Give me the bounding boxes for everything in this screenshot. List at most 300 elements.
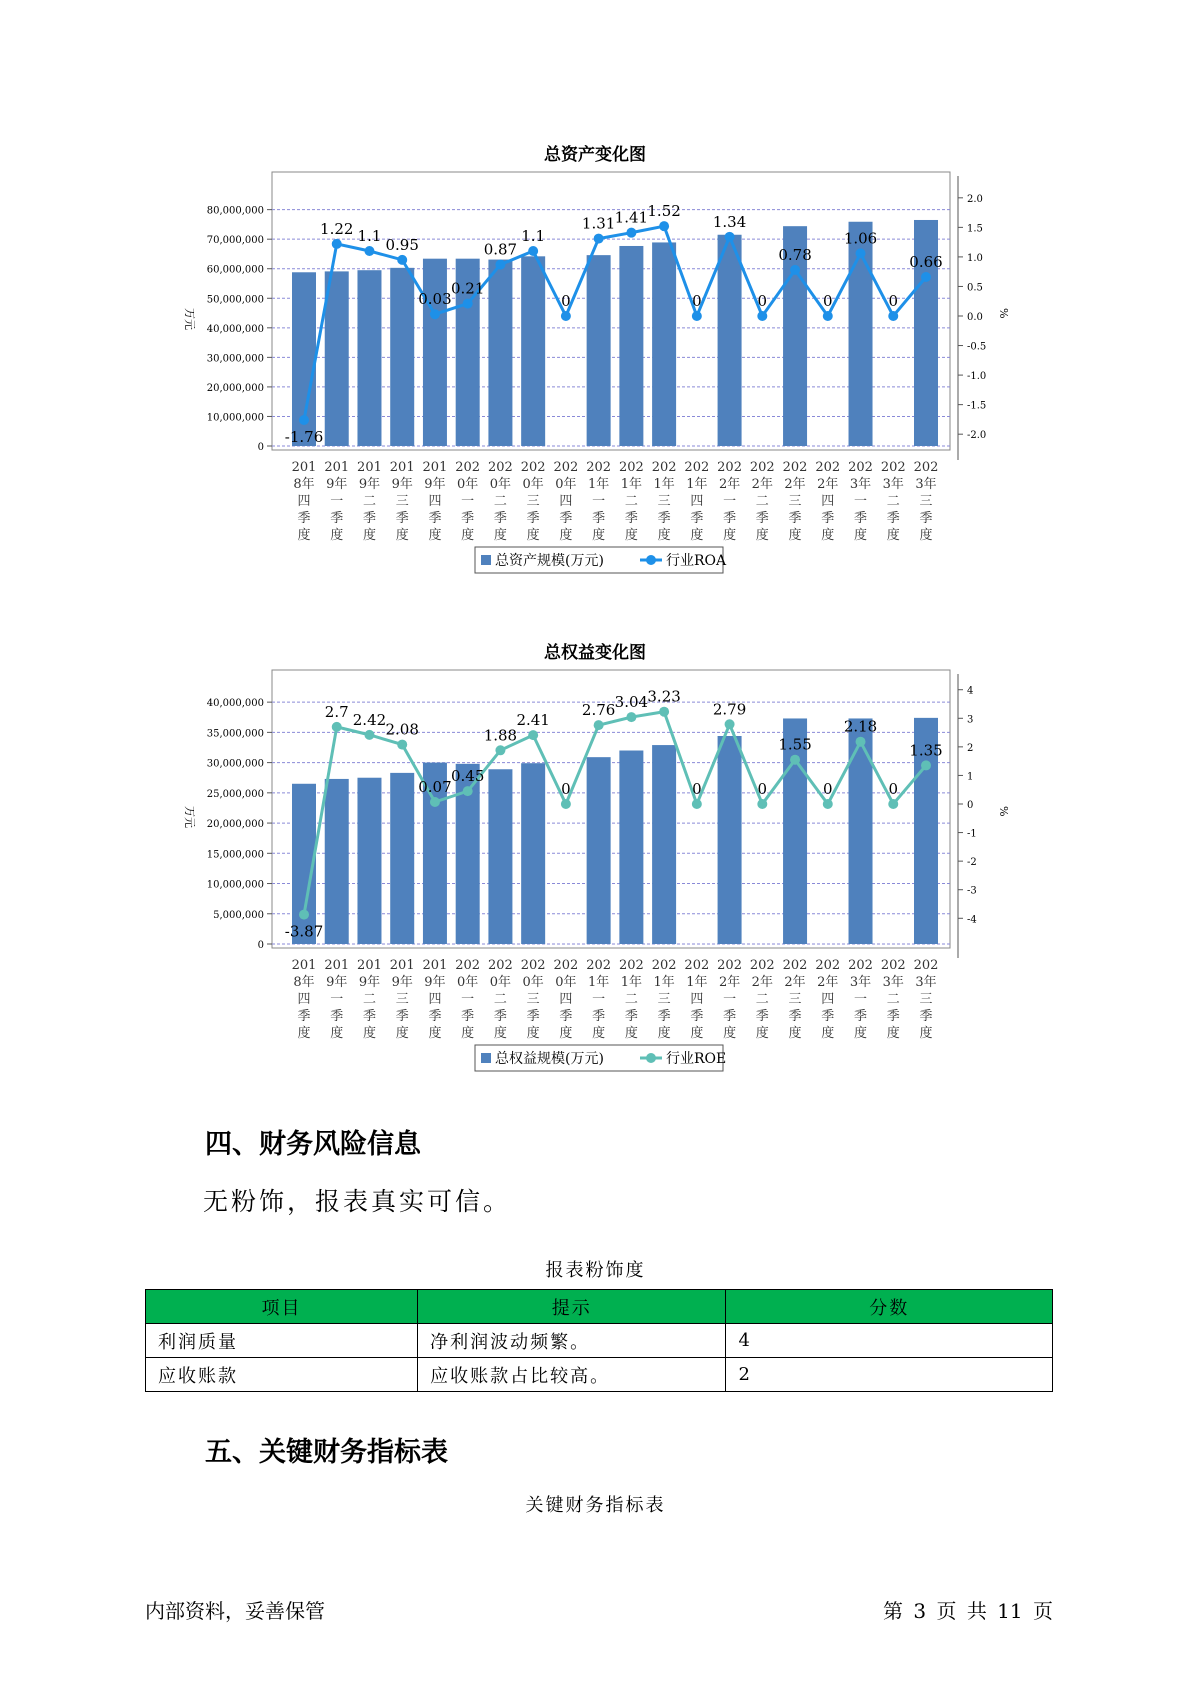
row-item: 应收账款: [146, 1358, 418, 1392]
row-hint: 应收账款占比较高。: [418, 1358, 726, 1392]
equity-category-label: 度: [690, 1026, 704, 1041]
equity-bar: [521, 763, 545, 944]
equity-right-tick-label: 0: [967, 800, 974, 811]
assets-data-label: 0.66: [909, 253, 943, 271]
assets-bar: [587, 255, 611, 446]
equity-category-label: 0年: [489, 975, 512, 990]
equity-data-label: 0: [823, 780, 833, 798]
equity-category-label: 202: [880, 958, 906, 973]
equity-category-label: 度: [755, 1026, 769, 1041]
assets-category-label: 202: [913, 460, 939, 475]
header-hint: 提示: [418, 1290, 726, 1324]
assets-category-label: 202: [586, 460, 612, 475]
equity-category-label: 202: [815, 958, 841, 973]
assets-line-point: [430, 309, 440, 319]
row-hint: 净利润波动频繁。: [418, 1324, 726, 1358]
assets-category-label: 202: [520, 460, 546, 475]
assets-category-label: 度: [592, 528, 606, 543]
equity-category-label: 202: [586, 958, 612, 973]
equity-category-label: 季: [657, 1009, 671, 1024]
assets-category-label: 度: [624, 528, 638, 543]
assets-data-label: 0.03: [418, 290, 452, 309]
equity-data-label: 2.76: [581, 701, 616, 720]
assets-category-label: 季: [526, 511, 540, 526]
assets-category-label: 202: [684, 460, 710, 475]
equity-left-tick-label: 35,000,000: [206, 728, 264, 740]
equity-line-point: [430, 797, 440, 807]
equity-bar: [325, 779, 349, 944]
equity-category-label: 3年: [849, 975, 872, 990]
section-4-text: 无粉饰，报表真实可信。: [203, 1187, 512, 1216]
equity-category-label: 度: [821, 1026, 835, 1041]
equity-legend-line-label: 行业ROE: [666, 1051, 727, 1067]
assets-right-tick-label: -2.0: [967, 430, 987, 442]
assets-category-label: 四: [690, 494, 704, 509]
assets-category-label: 9年: [358, 477, 381, 492]
equity-line-point: [495, 745, 505, 755]
equity-category-label: 度: [526, 1026, 540, 1041]
assets-category-label: 202: [488, 460, 513, 475]
assets-left-tick-label: 80,000,000: [206, 205, 264, 217]
header-item: 项目: [146, 1290, 418, 1324]
assets-bar: [357, 270, 381, 446]
assets-left-tick-label: 20,000,000: [206, 382, 264, 394]
equity-category-label: 度: [428, 1026, 442, 1041]
equity-category-label: 季: [788, 1009, 802, 1024]
assets-category-label: 度: [526, 528, 540, 543]
equity-right-tick-label: 4: [967, 685, 974, 697]
equity-category-label: 1年: [653, 975, 675, 990]
assets-category-label: 度: [919, 528, 933, 543]
equity-chart-title: 总权益变化图: [544, 643, 646, 663]
assets-left-tick-label: 70,000,000: [206, 235, 264, 247]
equity-category-label: 202: [749, 958, 775, 973]
equity-category-label: 度: [297, 1026, 311, 1041]
equity-category-label: 9年: [358, 975, 381, 990]
assets-category-label: 季: [854, 511, 868, 526]
equity-category-label: 202: [684, 958, 710, 973]
equity-left-tick-label: 0: [257, 940, 264, 951]
table-caption-whitewash: 报表粉饰度: [545, 1260, 646, 1281]
equity-line-point: [823, 799, 833, 809]
assets-category-label: 度: [723, 528, 737, 543]
section-4-title: 四、财务风险信息: [205, 1129, 421, 1160]
equity-right-axis-title: %: [997, 806, 1010, 817]
equity-line-point: [921, 760, 931, 770]
assets-category-label: 季: [428, 511, 442, 526]
assets-data-label: 1.34: [712, 212, 747, 231]
assets-line-point: [528, 246, 538, 256]
assets-category-label: 三: [657, 494, 671, 509]
assets-line-point: [332, 239, 342, 249]
assets-category-label: 四: [559, 494, 573, 509]
equity-right-tick-label: -1: [967, 828, 977, 840]
assets-right-tick-label: 0.5: [967, 282, 983, 294]
equity-category-label: 季: [362, 1009, 376, 1024]
assets-line-point: [856, 248, 866, 258]
equity-category-label: 8年: [293, 975, 315, 990]
assets-category-label: 202: [782, 460, 808, 475]
equity-line-point: [888, 799, 898, 809]
assets-category-label: 度: [395, 528, 409, 543]
equity-category-label: 二: [362, 992, 376, 1007]
assets-right-tick-label: -1.5: [967, 400, 987, 412]
equity-bar: [849, 718, 873, 944]
equity-line-point: [692, 799, 702, 809]
equity-left-tick-label: 30,000,000: [206, 758, 264, 770]
assets-data-label: 0: [888, 292, 899, 310]
equity-category-label: 季: [723, 1009, 737, 1024]
assets-bar: [521, 256, 545, 446]
equity-category-label: 度: [624, 1026, 638, 1041]
equity-category-label: 四: [428, 992, 442, 1007]
equity-data-label: 0.07: [418, 778, 452, 796]
assets-left-tick-label: 60,000,000: [206, 264, 264, 276]
equity-category-label: 0年: [522, 975, 544, 990]
equity-category-label: 季: [821, 1009, 835, 1024]
equity-bar: [652, 745, 676, 944]
assets-category-label: 2年: [751, 477, 773, 492]
equity-category-label: 季: [919, 1009, 933, 1024]
table-row: [146, 1358, 1053, 1392]
assets-category-label: 201: [324, 460, 350, 475]
assets-data-label: 0: [757, 292, 768, 310]
equity-category-label: 三: [657, 992, 671, 1007]
equity-category-label: 0年: [457, 975, 479, 990]
total-equity-chart-svg: [0, 636, 1191, 1096]
assets-data-label: 1.1: [357, 227, 382, 245]
equity-data-label: 1.88: [483, 726, 518, 745]
assets-legend-bar-label: 总资产规模(万元): [495, 553, 604, 569]
assets-category-label: 3年: [915, 477, 937, 492]
equity-right-tick-label: -4: [967, 914, 977, 926]
assets-category-label: 二: [493, 494, 507, 509]
equity-category-label: 二: [755, 992, 769, 1007]
assets-category-label: 二: [755, 494, 769, 509]
assets-category-label: 一: [461, 494, 475, 509]
assets-category-label: 季: [821, 511, 835, 526]
assets-data-label: 1.41: [614, 208, 649, 227]
assets-line-point: [888, 311, 898, 321]
equity-data-label: 0: [692, 780, 702, 798]
assets-data-label: -1.76: [284, 428, 324, 446]
assets-line-point: [594, 234, 604, 244]
equity-category-label: 度: [788, 1026, 802, 1041]
assets-data-label: 0.78: [778, 245, 812, 264]
equity-category-label: 9年: [326, 975, 348, 990]
assets-category-label: 202: [455, 460, 481, 475]
equity-category-label: 202: [782, 958, 808, 973]
equity-category-label: 度: [919, 1026, 933, 1041]
equity-line-point: [757, 799, 767, 809]
equity-category-label: 三: [526, 992, 540, 1007]
equity-category-label: 四: [559, 992, 573, 1007]
assets-category-label: 度: [297, 528, 311, 543]
equity-category-label: 度: [854, 1026, 868, 1041]
row-score: 2: [726, 1358, 1053, 1392]
assets-category-label: 1年: [686, 477, 708, 492]
assets-bar: [325, 271, 349, 446]
assets-left-tick-label: 50,000,000: [206, 294, 264, 306]
equity-data-label: 1.55: [778, 735, 812, 754]
equity-category-label: 度: [657, 1026, 671, 1041]
assets-line-point: [790, 265, 800, 275]
equity-category-label: 2年: [817, 975, 839, 990]
assets-line-point: [364, 246, 374, 256]
assets-category-label: 0年: [489, 477, 512, 492]
equity-category-label: 202: [717, 958, 742, 973]
assets-category-label: 季: [592, 511, 606, 526]
assets-category-label: 季: [755, 511, 769, 526]
equity-category-label: 季: [559, 1009, 573, 1024]
assets-category-label: 201: [389, 460, 415, 475]
equity-data-label: 2.41: [516, 711, 550, 730]
equity-category-label: 202: [848, 958, 873, 973]
assets-category-label: 二: [624, 494, 638, 509]
assets-left-tick-label: 10,000,000: [206, 412, 264, 424]
equity-left-tick-label: 25,000,000: [206, 788, 264, 800]
total-assets-chart: [0, 138, 1191, 598]
equity-bar: [390, 773, 414, 944]
equity-category-label: 3年: [882, 975, 904, 990]
assets-line-point: [561, 311, 571, 321]
assets-category-label: 季: [493, 511, 507, 526]
assets-right-tick-label: 1.5: [967, 223, 983, 235]
assets-category-label: 度: [821, 528, 835, 543]
equity-category-label: 202: [553, 958, 579, 973]
assets-category-label: 三: [919, 494, 933, 509]
equity-category-label: 季: [428, 1009, 442, 1024]
assets-category-label: 2年: [718, 477, 741, 492]
equity-line-point: [725, 719, 735, 729]
assets-category-label: 9年: [326, 477, 348, 492]
assets-line-point: [299, 415, 309, 425]
assets-category-label: 度: [362, 528, 376, 543]
total-assets-chart-svg: [0, 138, 1191, 598]
assets-category-label: 0年: [555, 477, 577, 492]
equity-data-label: 0: [888, 780, 899, 798]
equity-category-label: 2年: [751, 975, 773, 990]
equity-data-label: 3.04: [614, 693, 649, 712]
equity-legend-bar-label: 总权益规模(万元): [495, 1051, 604, 1067]
assets-category-label: 201: [357, 460, 382, 475]
equity-category-label: 2年: [784, 975, 806, 990]
equity-category-label: 季: [330, 1009, 344, 1024]
assets-legend-line-label: 行业ROA: [666, 553, 727, 569]
assets-category-label: 202: [553, 460, 579, 475]
equity-category-label: 三: [919, 992, 933, 1007]
equity-category-label: 三: [395, 992, 409, 1007]
equity-category-label: 二: [624, 992, 638, 1007]
equity-bar: [718, 736, 742, 944]
equity-category-label: 季: [493, 1009, 507, 1024]
equity-category-label: 度: [330, 1026, 344, 1041]
equity-data-label: 0: [757, 780, 768, 798]
assets-category-label: 度: [755, 528, 769, 543]
equity-category-label: 202: [455, 958, 481, 973]
assets-right-tick-label: -0.5: [967, 341, 987, 353]
equity-line-point: [659, 707, 669, 717]
assets-category-label: 季: [559, 511, 573, 526]
total-equity-chart: [0, 636, 1191, 1096]
equity-right-tick-label: 3: [967, 714, 974, 726]
equity-category-label: 二: [493, 992, 507, 1007]
assets-category-label: 四: [821, 494, 835, 509]
equity-category-label: 季: [395, 1009, 409, 1024]
assets-data-label: 0: [561, 292, 571, 310]
assets-category-label: 季: [723, 511, 737, 526]
row-item: 利润质量: [146, 1324, 418, 1358]
equity-line-point: [561, 799, 571, 809]
assets-category-label: 202: [848, 460, 873, 475]
equity-category-label: 202: [488, 958, 513, 973]
assets-category-label: 一: [330, 494, 344, 509]
equity-data-label: 3.23: [647, 687, 681, 706]
assets-data-label: 0.21: [450, 279, 485, 298]
assets-line-point: [626, 228, 636, 238]
equity-right-tick-label: -2: [967, 857, 977, 869]
equity-category-label: 0年: [555, 975, 577, 990]
assets-data-label: 1.52: [647, 202, 681, 221]
assets-category-label: 3年: [849, 477, 872, 492]
equity-category-label: 1年: [620, 975, 643, 990]
assets-line-point: [397, 255, 407, 265]
assets-category-label: 1年: [587, 477, 610, 492]
whitewash-table: [145, 1289, 1053, 1392]
section-5-title: 五、关键财务指标表: [205, 1437, 448, 1468]
assets-category-label: 季: [886, 511, 900, 526]
assets-bar: [619, 246, 643, 446]
assets-right-axis-title: %: [997, 308, 1010, 319]
assets-line-point: [921, 272, 931, 282]
assets-category-label: 度: [690, 528, 704, 543]
equity-category-label: 3年: [915, 975, 937, 990]
equity-category-label: 202: [520, 958, 546, 973]
assets-bar: [390, 268, 414, 446]
assets-category-label: 季: [788, 511, 802, 526]
equity-category-label: 一: [592, 992, 606, 1007]
assets-line-point: [757, 311, 767, 321]
equity-line-point: [364, 730, 374, 740]
equity-category-label: 202: [651, 958, 677, 973]
assets-category-label: 202: [815, 460, 841, 475]
equity-bar: [587, 757, 611, 944]
equity-data-label: 1.35: [909, 741, 943, 760]
assets-category-label: 四: [297, 494, 311, 509]
assets-category-label: 度: [461, 528, 475, 543]
equity-category-label: 四: [297, 992, 311, 1007]
assets-category-label: 2年: [784, 477, 806, 492]
table-header-row: [146, 1290, 1053, 1324]
equity-category-label: 季: [690, 1009, 704, 1024]
assets-category-label: 9年: [424, 477, 446, 492]
equity-data-label: 2.79: [712, 700, 747, 719]
assets-category-label: 202: [651, 460, 677, 475]
assets-category-label: 三: [395, 494, 409, 509]
equity-category-label: 度: [559, 1026, 573, 1041]
equity-category-label: 度: [461, 1026, 475, 1041]
equity-category-label: 201: [389, 958, 415, 973]
equity-legend-bar-swatch: [481, 1053, 491, 1063]
assets-category-label: 3年: [882, 477, 904, 492]
equity-bar: [619, 751, 643, 944]
equity-category-label: 二: [886, 992, 900, 1007]
equity-category-label: 季: [461, 1009, 475, 1024]
assets-data-label: 0: [823, 292, 833, 310]
equity-right-tick-label: -3: [967, 885, 977, 897]
equity-left-tick-label: 15,000,000: [206, 849, 264, 861]
assets-category-label: 1年: [620, 477, 643, 492]
footer-page-number: 第 3 页 共 11 页: [883, 1599, 1053, 1623]
assets-category-label: 0年: [457, 477, 479, 492]
assets-line-point: [659, 221, 669, 231]
assets-line-point: [823, 311, 833, 321]
assets-data-label: 0.95: [385, 235, 419, 254]
equity-line-point: [299, 910, 309, 920]
assets-right-tick-label: 1.0: [967, 252, 983, 264]
assets-category-label: 度: [428, 528, 442, 543]
equity-category-label: 一: [461, 992, 475, 1007]
assets-category-label: 三: [526, 494, 540, 509]
assets-category-label: 季: [461, 511, 475, 526]
equity-category-label: 度: [362, 1026, 376, 1041]
assets-category-label: 202: [749, 460, 775, 475]
equity-category-label: 度: [592, 1026, 606, 1041]
assets-chart-title: 总资产变化图: [544, 145, 646, 165]
assets-category-label: 季: [297, 511, 311, 526]
assets-category-label: 202: [717, 460, 742, 475]
assets-category-label: 1年: [653, 477, 675, 492]
assets-category-label: 季: [395, 511, 409, 526]
assets-category-label: 二: [362, 494, 376, 509]
assets-data-label: 0.87: [483, 240, 518, 259]
equity-category-label: 度: [395, 1026, 409, 1041]
equity-left-tick-label: 40,000,000: [206, 698, 264, 710]
equity-right-tick-label: 2: [967, 742, 974, 754]
assets-left-tick-label: 0: [257, 442, 264, 453]
equity-line-point: [594, 720, 604, 730]
assets-category-label: 季: [657, 511, 671, 526]
equity-category-label: 9年: [391, 975, 413, 990]
equity-category-label: 季: [755, 1009, 769, 1024]
assets-category-label: 度: [330, 528, 344, 543]
equity-category-label: 201: [324, 958, 350, 973]
equity-data-label: 2.7: [324, 702, 349, 721]
assets-data-label: 1.22: [320, 219, 354, 238]
equity-category-label: 度: [886, 1026, 900, 1041]
equity-line-point: [856, 737, 866, 747]
assets-category-label: 一: [723, 494, 737, 509]
assets-category-label: 季: [624, 511, 638, 526]
equity-category-label: 四: [690, 992, 704, 1007]
assets-bar: [423, 259, 447, 446]
assets-bar: [652, 242, 676, 446]
assets-category-label: 一: [854, 494, 868, 509]
header-score: 分数: [726, 1290, 1053, 1324]
assets-right-tick-label: 0.0: [967, 312, 983, 323]
assets-right-tick-label: -1.0: [967, 371, 987, 383]
assets-category-label: 三: [788, 494, 802, 509]
equity-line-point: [463, 786, 473, 796]
assets-category-label: 四: [428, 494, 442, 509]
equity-left-tick-label: 5,000,000: [213, 909, 264, 921]
equity-category-label: 季: [592, 1009, 606, 1024]
assets-left-axis-title: 万元: [183, 308, 196, 330]
assets-legend-line-marker: [646, 555, 656, 565]
equity-category-label: 201: [357, 958, 382, 973]
table-row: [146, 1324, 1053, 1358]
equity-category-label: 四: [821, 992, 835, 1007]
